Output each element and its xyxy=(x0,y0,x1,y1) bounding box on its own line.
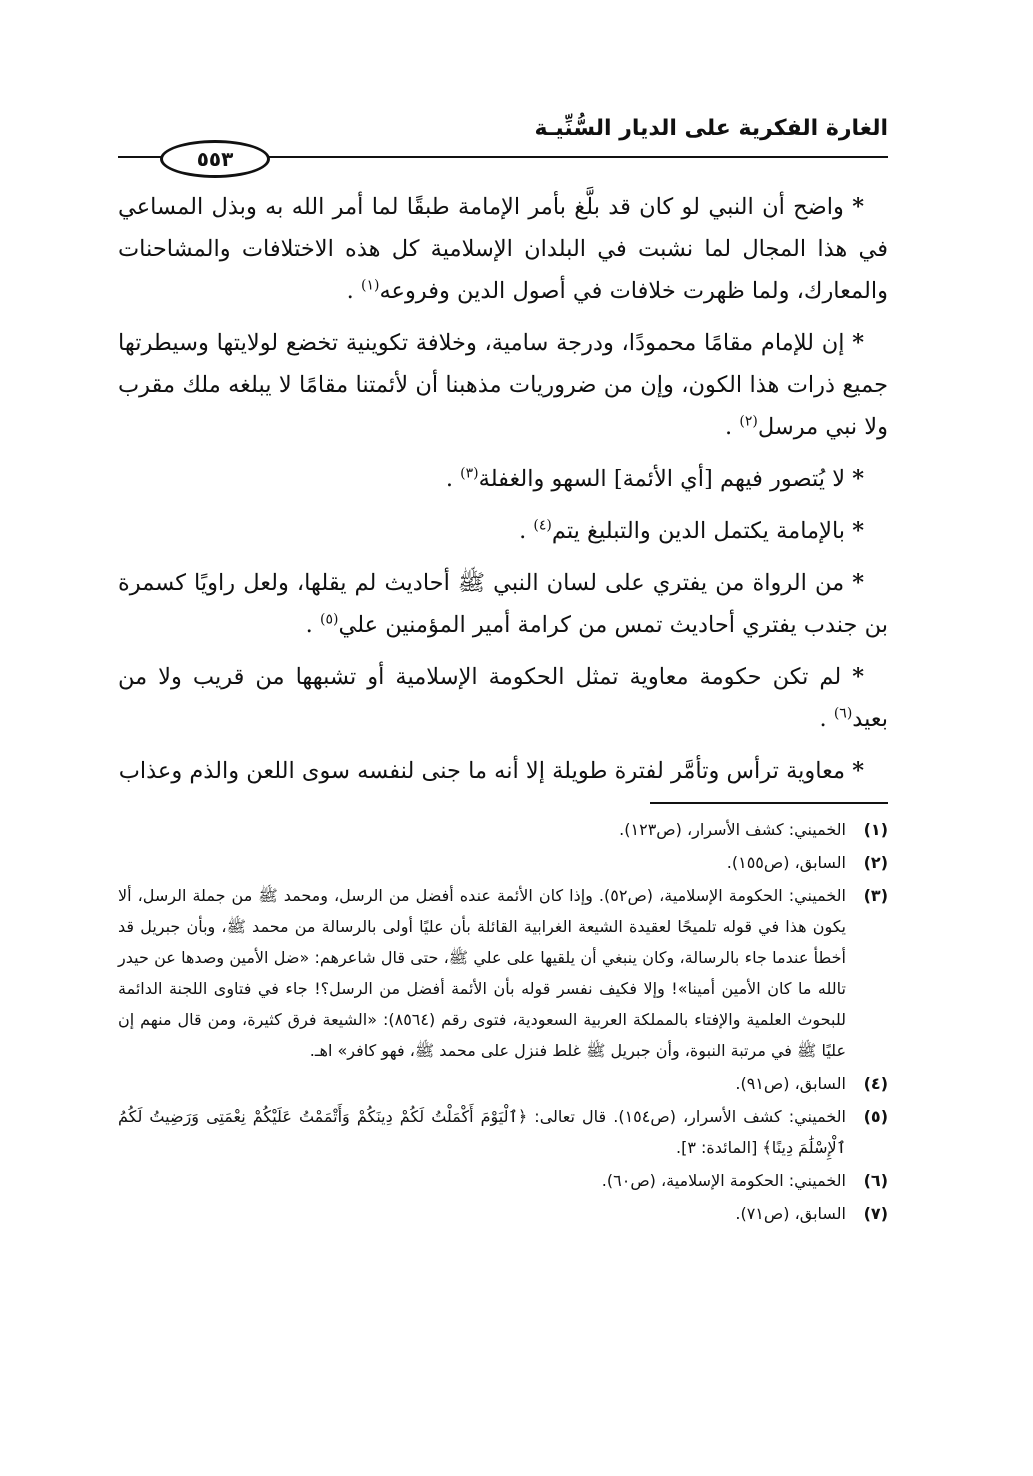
footnote-ref: (١) xyxy=(360,277,380,294)
footnote-number: (٢) xyxy=(863,853,888,872)
footnote xyxy=(118,814,888,845)
paragraph xyxy=(118,562,888,646)
bullet-star: * xyxy=(852,194,864,220)
paragraph-end: . xyxy=(519,518,527,544)
paragraph xyxy=(118,510,888,552)
bullet-star: * xyxy=(852,664,864,690)
footnote-ref: (٦) xyxy=(833,705,853,722)
paragraph-text: معاوية ترأس وتأمَّر لفترة طويلة إلا أنه ما جنى لنفسه سوى اللعن والذم وعذاب xyxy=(118,758,846,784)
bullet-star: * xyxy=(852,570,865,596)
footnote-number: (٥) xyxy=(863,1107,888,1126)
paragraph xyxy=(118,750,888,792)
footnote-ref: (٣) xyxy=(460,465,479,482)
footnote-text: الخميني: كشف الأسرار، (ص١٢٣). xyxy=(619,820,846,839)
paragraph-text: لم تكن حكومة معاوية تمثل الحكومة الإسلامية أو تشبهها من قريب ولا من بعيد xyxy=(118,664,888,732)
footnote-number: (١) xyxy=(863,820,888,839)
paragraph-end: . xyxy=(346,278,354,304)
footnote xyxy=(118,847,888,878)
footnote-number: (٤) xyxy=(863,1074,888,1093)
footnote-number: (٧) xyxy=(863,1204,888,1223)
paragraph xyxy=(118,458,888,500)
footnote-ref: (٤) xyxy=(533,517,552,534)
footnote-text: الخميني: الحكومة الإسلامية، (ص٥٢). وإذا كان الأئمة عنده أفضل من الرسل، ومحمد ﷺ من جملة الرسل، ألا يكون هذا في قوله تلميحًا لعقيدة الشيعة الغرابية القائلة بأن عليًا أولى بالرسالة من محمد ﷺ، وبأن جبريل قد أخطأ عندما جاء بالرسالة، وكان ينبغي أن يلقيها على علي ﷺ، حتى قال شاعرهم: «ضل الأمين وصدها عن حيدر تالله ما كان الأمين أمينا»! وإلا فكيف نفسر قوله بأن الأئمة أفضل من الرسل؟! جاء في فتاوى اللجنة الدائمة للبحوث العلمية والإفتاء بالمملكة العربية السعودية، فتوى رقم (٨٥٦٤): «الشيعة فرق كثيرة، ومن قال منهم إن عليًا ﷺ في مرتبة النبوة، وأن جبريل ﷺ غلط فنزل على محمد ﷺ، فهو كافر» اهـ. xyxy=(118,886,847,1060)
paragraph-text: لا يُتصور فيهم [أي الأئمة] السهو والغفلة xyxy=(478,466,846,492)
footnote-text: السابق، (ص٩١). xyxy=(735,1074,846,1093)
running-header xyxy=(118,108,888,171)
footnote-ref: (٢) xyxy=(739,413,758,430)
footnote-number: (٣) xyxy=(863,886,888,905)
paragraph-text: من الرواة من يفتري على لسان النبي ﷺ أحاديث لم يقلها، ولعل راويًا كسمرة بن جندب يفتري أحاديث تمس من كرامة أمير المؤمنين علي xyxy=(118,570,888,638)
footnote xyxy=(118,880,888,1066)
footnote xyxy=(118,1101,888,1163)
paragraph-text: إن للإمام مقامًا محمودًا، ودرجة سامية، وخلافة تكوينية تخضع لولايتها وسيطرتها جميع ذرات هذا الكون، وإن من ضروريات مذهبنا أن لأئمتنا مقامًا لا يبلغه ملك مقرب ولا نبي مرسل xyxy=(118,330,888,440)
footnote-text: السابق، (ص١٥٥). xyxy=(726,853,846,872)
footnote xyxy=(118,1198,888,1229)
header-title: الغارة الفكرية على الديار السُّنِّيـة xyxy=(534,116,888,141)
paragraph-end: . xyxy=(305,612,313,638)
paragraph-end: . xyxy=(819,706,827,732)
footnote-text: الخميني: الحكومة الإسلامية، (ص٦٠). xyxy=(601,1171,846,1190)
footnote xyxy=(118,1165,888,1196)
footnote-text: الخميني: كشف الأسرار، (ص١٥٤). قال تعالى: ﴿ٱلْيَوْمَ أَكْمَلْتُ لَكُمْ دِينَكُمْ وَأَتْمَمْتُ عَلَيْكُمْ نِعْمَتِى وَرَضِيتُ لَكُمُ ٱلْإِسْلَٰمَ دِينًا﴾ [المائدة: ٣]. xyxy=(118,1107,847,1157)
bullet-star: * xyxy=(852,466,864,492)
footnotes xyxy=(118,814,888,1231)
paragraph xyxy=(118,322,888,448)
page-number: ٥٥٣ xyxy=(196,147,234,171)
paragraph-text: واضح أن النبي لو كان قد بلَّغ بأمر الإمامة طبقًا لما أمر الله به وبذل المساعي في هذا المجال لما نشبت في البلدان الإسلامية كل هذه الاختلافات والمشاحنات والمعارك، ولما ظهرت خلافات في أصول الدين وفروعه xyxy=(118,194,888,304)
paragraph xyxy=(118,186,888,312)
footnote-number: (٦) xyxy=(863,1171,888,1190)
paragraph-text: بالإمامة يكتمل الدين والتبليغ يتم xyxy=(551,518,846,544)
bullet-star: * xyxy=(852,758,864,784)
footnote xyxy=(118,1068,888,1099)
page-number-badge xyxy=(160,140,270,178)
paragraph xyxy=(118,656,888,740)
paragraph-end: . xyxy=(445,466,454,492)
footnote-separator xyxy=(650,802,888,804)
bullet-star: * xyxy=(852,330,864,356)
paragraph-end: . xyxy=(725,414,733,440)
footnote-ref: (٥) xyxy=(319,611,339,628)
main-text xyxy=(118,186,888,802)
bullet-star: * xyxy=(852,518,864,544)
footnote-text: السابق، (ص٧١). xyxy=(735,1204,846,1223)
